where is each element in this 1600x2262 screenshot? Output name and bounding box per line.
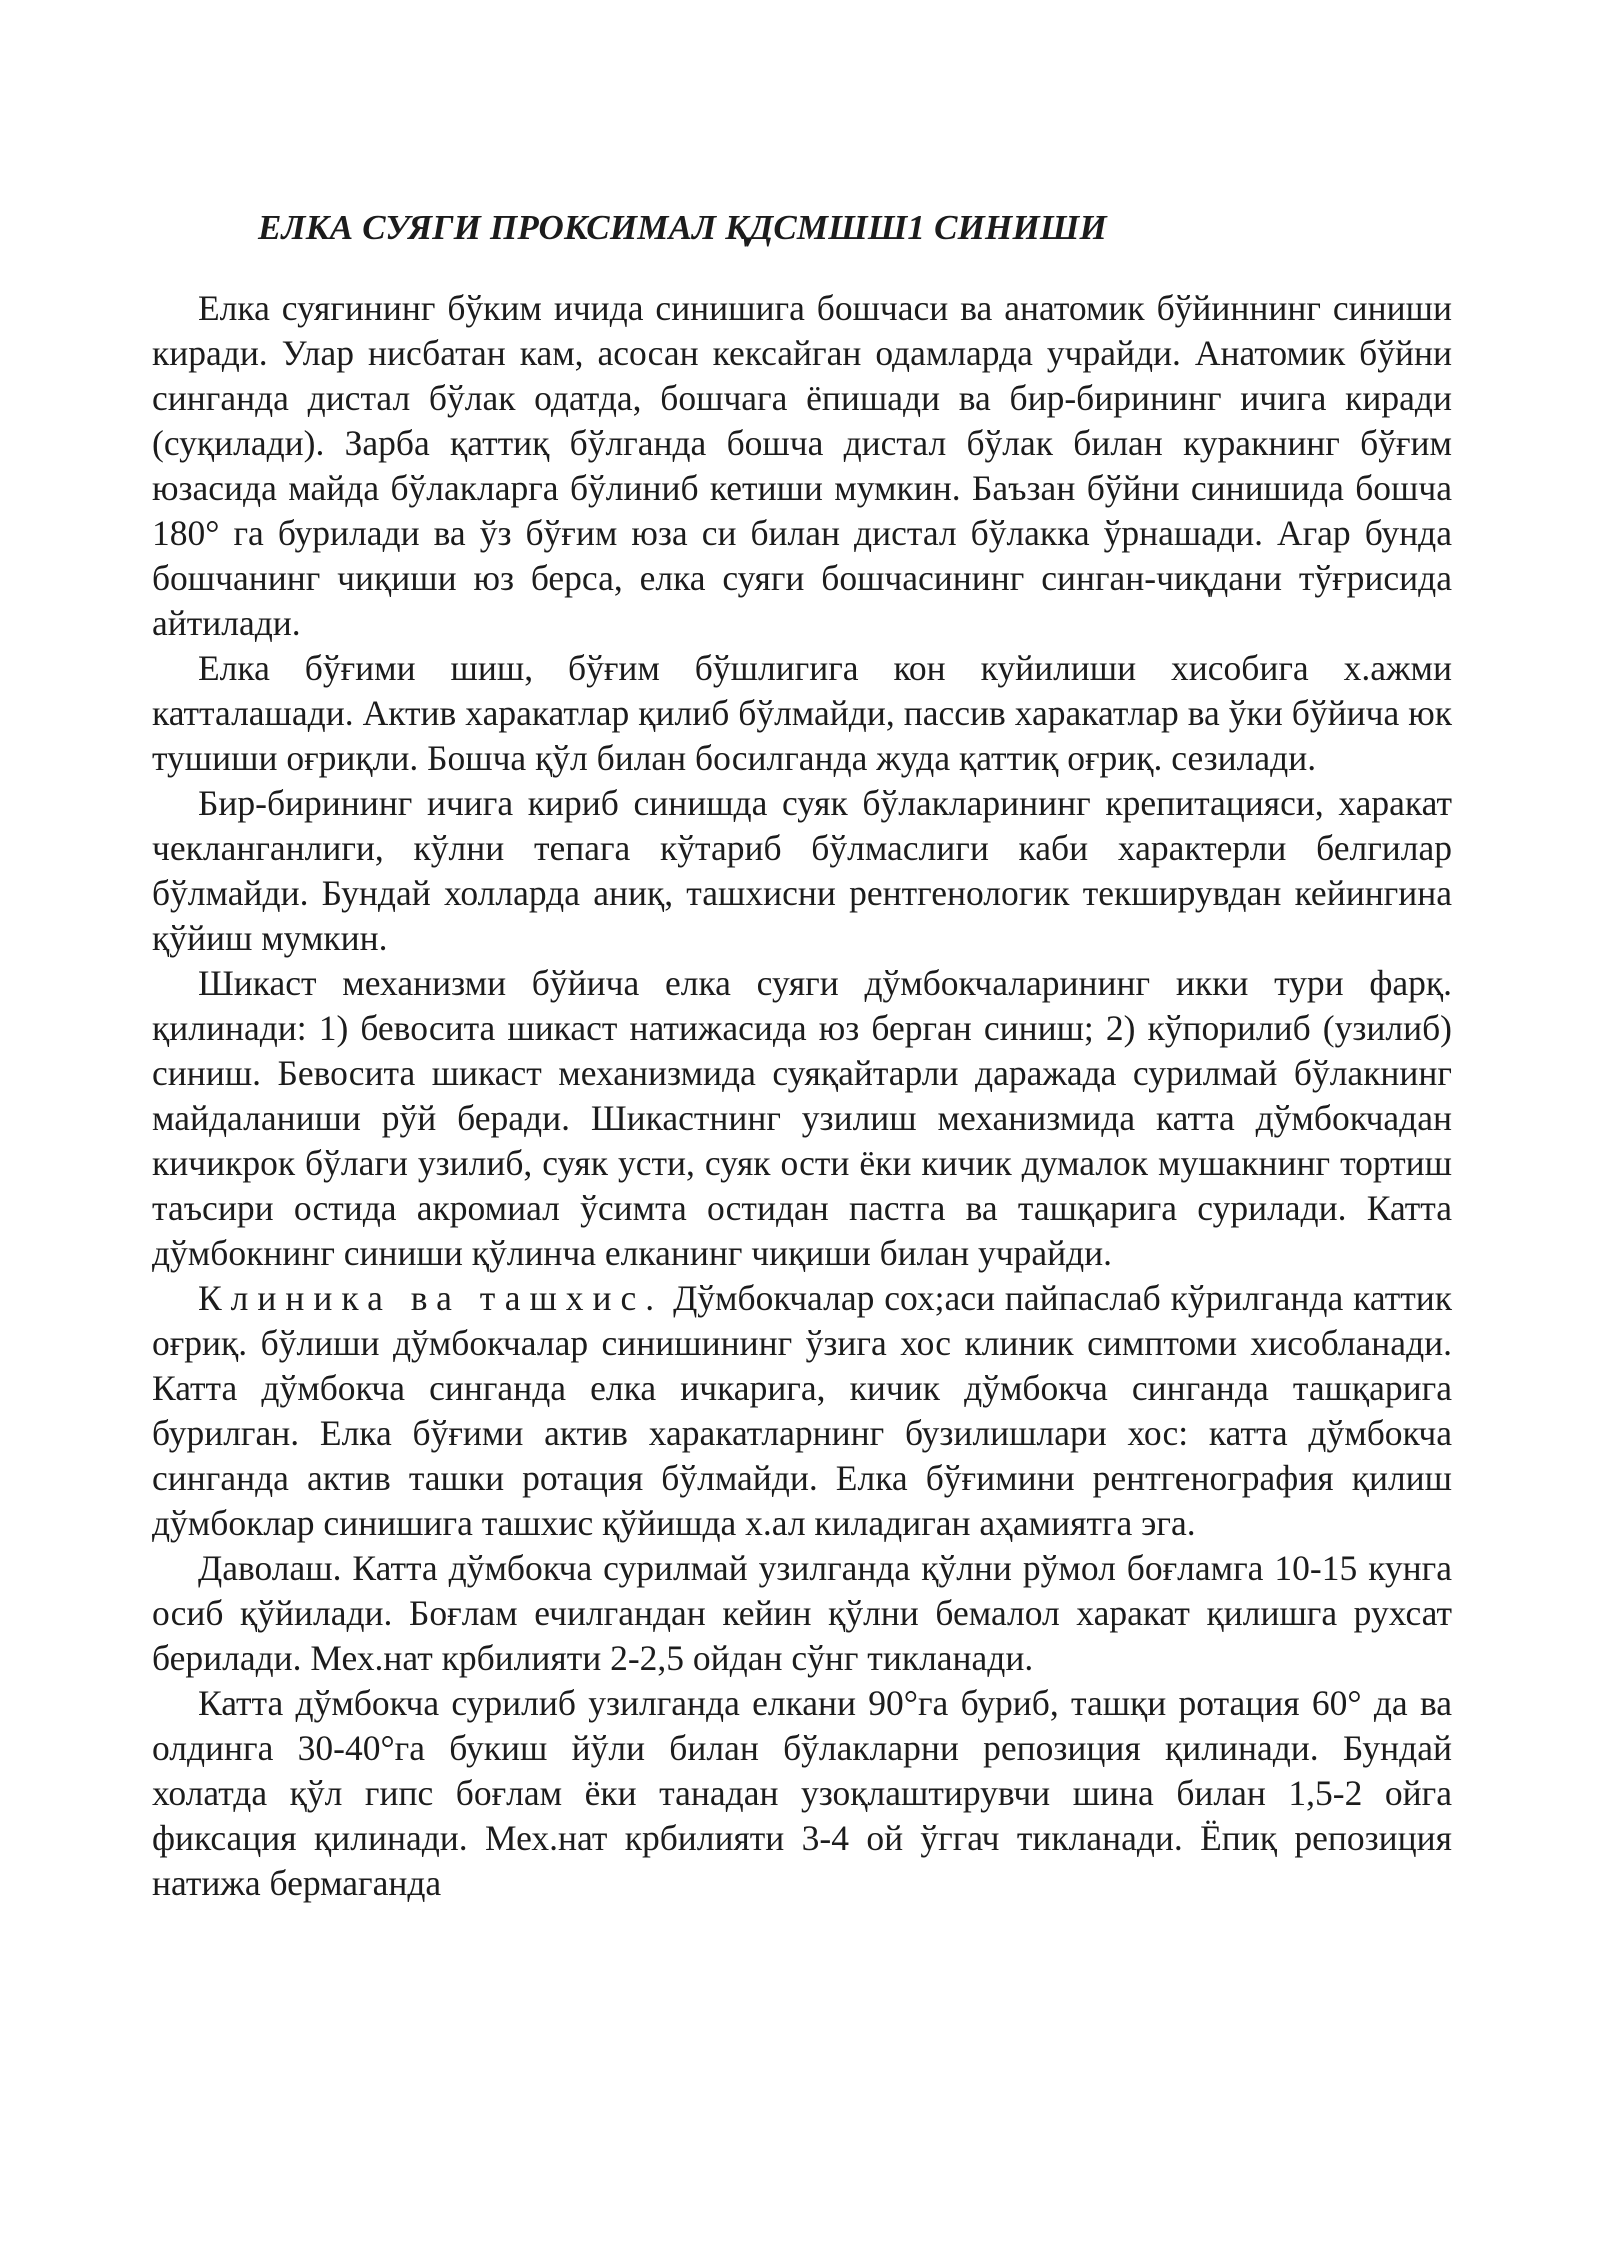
paragraph-treatment: Даволаш. Катта дўмбокча сурилмай узилганда қўлни рўмол боғламга 10-15 кунга осиб қўйилади. Боғлам ечилгандан кейин қўлни бемалол харакат қилишга рухсат берилади. Мех.нат крбилияти 2-2,5 ойдан сўнг тикланади. <box>152 1548 1452 1678</box>
paragraph-mechanism: Шикаст механизми бўйича елка суяги дўмбокчаларининг икки тури фарқ. қилинади: 1) бевосита шикаст натижасида юз берган синиш; 2) кўпорилиб (узилиб) синиш. Бевосита шикаст механизмида суяқайтарли даражада сурилмай бўлакнинг майдаланиши рўй беради. Шикастнинг узилиш механизмида катта дўмбокчадан кичикрок бўлаги узилиб, суяк усти, суяк ости ёки кичик думалок мушакнинг тортиш таъсири остида акромиал ўсимта остидан пастга ва ташқарига сурилади. Катта дўмбокнинг синиши қўлинча елканинг чиқиши билан учрайди. <box>152 963 1452 1273</box>
document-body <box>152 286 1452 1906</box>
clinic-text: Дўмбокчалар сох;аси пайпаслаб кўрилганда каттик оғриқ. бўлиши дўмбокчалар синишининг ўзига хос клиник симптоми хисобланади. Катта дўмбокча синганда елка ичкарига, кичик дўмбокча синганда ташқарига бурилган. Елка бўғими актив харакатларнинг бузилишлари хос: катта дўмбокча синганда актив ташки ротация бўлмайди. Елка бўғимини рентгенография қилиш дўмбоклар синишига ташхис қўйишда х.ал киладиган аҳамиятга эга. <box>152 1278 1452 1543</box>
paragraph-anatomy: Елка суягининг бўким ичида синишига бошчаси ва анатомик бўйиннинг синиши киради. Улар нисбатан кам, асосан кексайган одамларда учрайди. Анатомик бўйни синганда дистал бўлак одатда, бошчага ёпишади ва бир-бирининг ичига киради (суқилади). Зарба қаттиқ бўлганда бошча дистал бўлак билан куракнинг бўғим юзасида майда бўлакларга бўлиниб кетиши мумкин. Баъзан бўйни синишида бошча 180° га бурилади ва ўз бўғим юза си билан дистал бўлакка ўрнашади. Агар бунда бошчанинг чиқиши юз берса, елка суяги бошчасининг синган-чиқдани тўғрисида айтилади. <box>152 288 1452 643</box>
paragraph-displaced-treatment: Катта дўмбокча сурилиб узилганда елкани 90°га буриб, ташқи ротация 60° да ва олдинга 30-40°га букиш йўли билан бўлакларни репозиция қилинади. Бундай холатда қўл гипс боғлам ёки танадан узоқлаштирувчи шина билан 1,5-2 ойга фиксация қилинади. Мех.нат крбилияти 3-4 ой ўггач тикланади. Ёпиқ репозиция натижа бермаганда <box>152 1683 1452 1903</box>
page-title: ЕЛКА СУЯГИ ПРОКСИМАЛ ҚДСМШШ1 СИНИШИ <box>258 208 1107 247</box>
paragraph-impacted-fracture: Бир-бирининг ичига кириб синишда суяк бўлакларининг крепитацияси, харакат чекланганлиги, кўлни тепага кўтариб бўлмаслиги каби характерли белгилар бўлмайди. Бундай холларда аниқ, ташхисни рентгенологик текширувдан кейингина қўйиш мумкин. <box>152 783 1452 958</box>
paragraph-joint-swelling: Елка бўғими шиш, бўғим бўшлигига кон куйилиши хисобига х.ажми катталашади. Актив харакатлар қилиб бўлмайди, пассив харакатлар ва ўки бўйича юк тушиши оғриқли. Бошча қўл билан босилганда жуда қаттиқ оғриқ. сезилади. <box>152 648 1452 778</box>
clinic-heading: Клиника ва ташхис. <box>198 1278 664 1318</box>
paragraph-clinic <box>152 1276 1452 1546</box>
